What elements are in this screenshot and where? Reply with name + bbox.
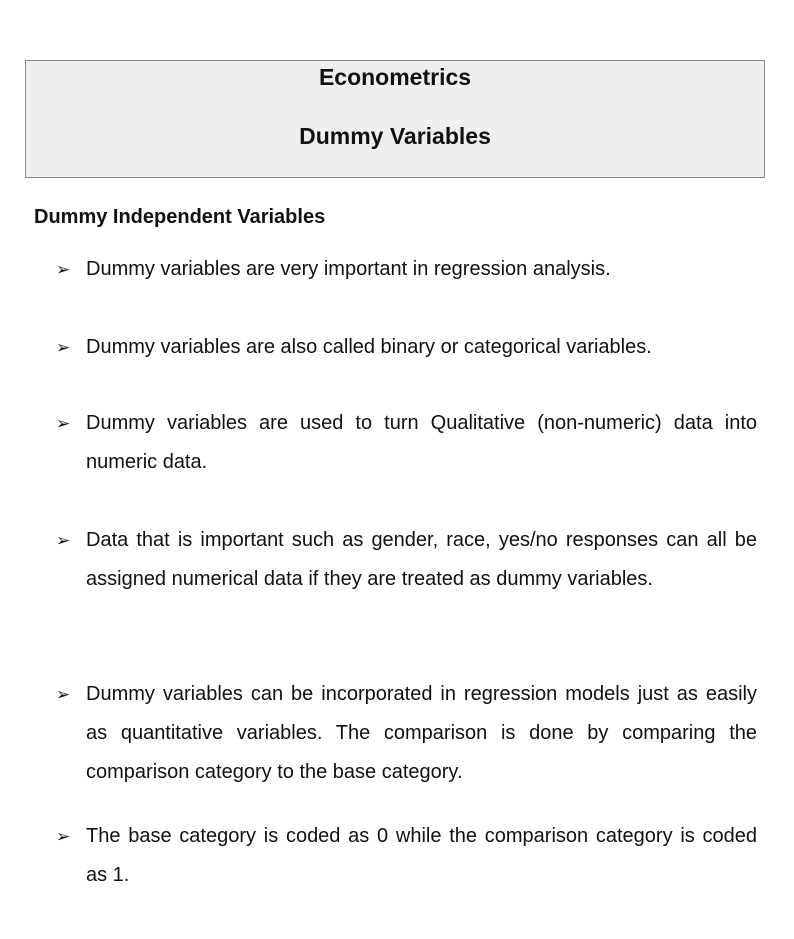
bullet-text: Dummy variables can be incorporated in regression models just as easily as quantitative variables. The comparison is done by comparing the comparison category to the base category. <box>86 683 757 783</box>
bullet-text: Dummy variables are used to turn Qualitative (non-numeric) data into numeric data. <box>86 412 757 473</box>
arrow-bullet-icon: ➢ <box>56 260 71 279</box>
arrow-bullet-icon: ➢ <box>56 338 71 357</box>
document-title: Econometrics <box>318 64 472 90</box>
arrow-bullet-icon: ➢ <box>56 827 71 846</box>
document-subtitle: Dummy Variables <box>299 123 491 149</box>
bullet-text: Dummy variables are also called binary or categorical variables. <box>86 336 652 358</box>
arrow-bullet-icon: ➢ <box>56 531 71 550</box>
arrow-bullet-icon: ➢ <box>56 685 71 704</box>
section-heading: Dummy Independent Variables <box>34 206 326 228</box>
bullet-text: The base category is coded as 0 while the comparison category is coded as 1. <box>86 825 757 886</box>
title-box <box>25 60 765 178</box>
bullet-text: Data that is important such as gender, race, yes/no responses can all be assigned numerical data if they are treated as dummy variables. <box>86 529 757 590</box>
arrow-bullet-icon: ➢ <box>56 414 71 433</box>
bullet-text: Dummy variables are very important in regression analysis. <box>86 258 611 280</box>
